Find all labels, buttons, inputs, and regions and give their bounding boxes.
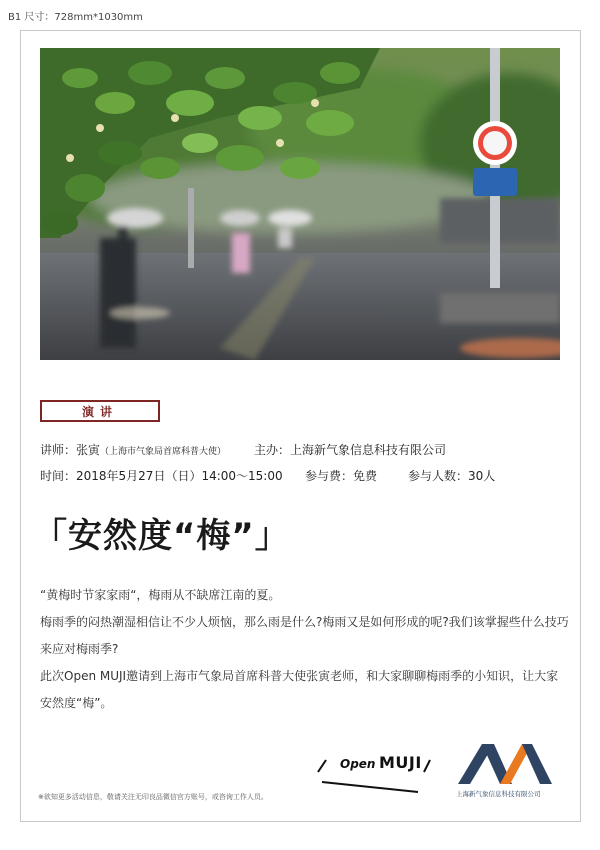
open-word: Open [340,757,376,771]
host-line [254,441,446,458]
muji-word: MUJI [379,753,422,772]
speaker-label: 讲师： [40,443,77,457]
event-time: 时间：2018年5月27日（日）14:00～15:00 [40,469,283,483]
body-line-5: 安然度“梅”。 [40,696,113,710]
body-line-1: “黄梅时节家家雨“，梅雨从不缺席江南的夏。 [40,588,281,602]
host-name: 上海新气象信息科技有限公司 [290,443,447,457]
size-note: B1 尺寸：728mm*1030mm [8,12,143,23]
host-label: 主办： [254,443,291,457]
event-fee: 参与费：免费 [305,469,378,483]
body-line-3: 来应对梅雨季? [40,642,119,656]
speaker-name: 张寅 [76,443,101,457]
event-capacity: 参与人数：30人 [408,469,496,483]
body-line-4: 此次Open MUJI邀请到上海市气象局首席科普大使张寅老师，和大家聊聊梅雨季的小知识，让大家 [40,669,559,683]
talk-tag: 演讲 [40,400,160,422]
company-logo-icon [456,740,554,786]
speaker-line [40,441,226,458]
headline-title: 「安然度“梅”」 [33,516,290,556]
company-name: 上海新气象信息科技有限公司 [456,790,541,798]
open-muji-logo [312,748,432,800]
rainy-street-photo [40,48,560,360]
body-line-2: 梅雨季的闷热潮湿相信让不少人烦恼，那么雨是什么?梅雨又是如何形成的呢?我们该掌握些什么技巧 [40,615,569,629]
footnote: ※欲知更多活动信息，敬请关注无印良品微信官方账号，或咨询工作人员。 [38,793,268,801]
speaker-title: （上海市气象局首席科普大使） [100,447,227,457]
